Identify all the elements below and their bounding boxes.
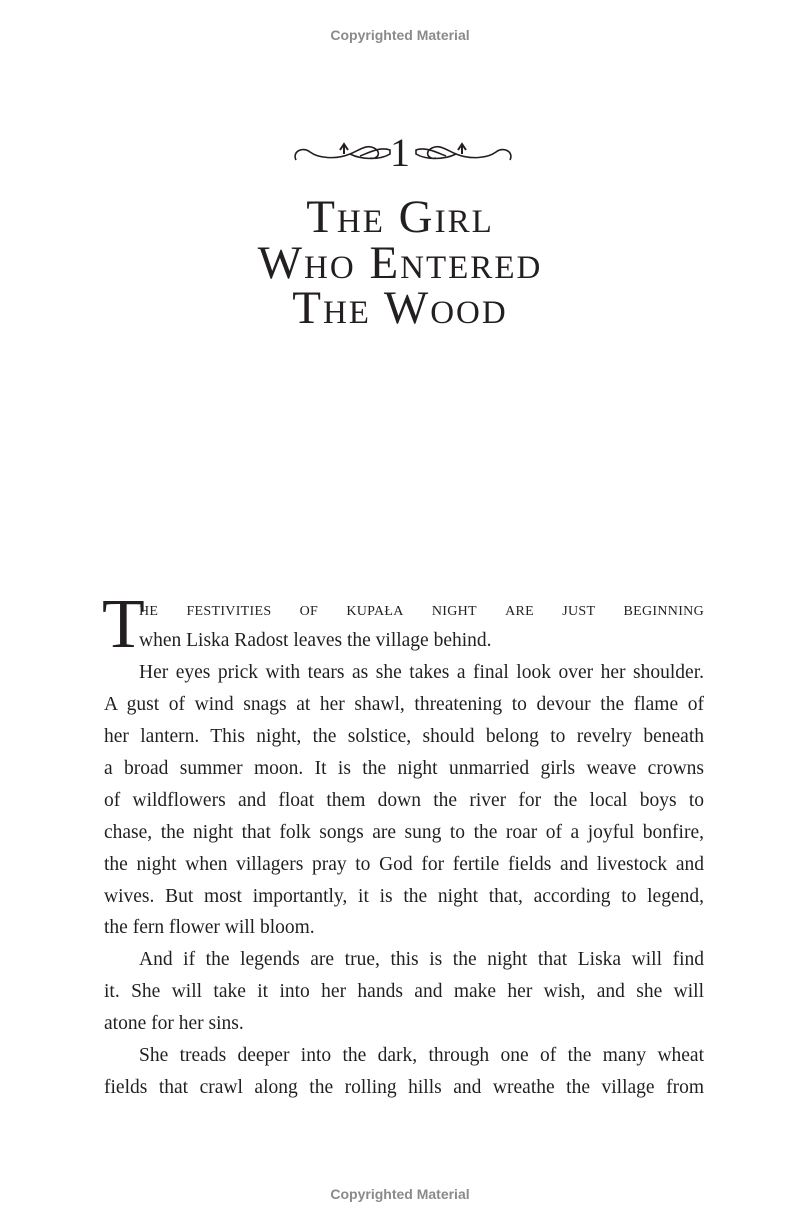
chapter-title-line: The Girl bbox=[306, 191, 494, 243]
chapter-title-line: Who Entered bbox=[257, 237, 543, 289]
body-line: wives. But most importantly, it is the night that, according to legend, bbox=[104, 886, 704, 907]
body-line: of wildflowers and float them down the river for the local boys to bbox=[104, 790, 704, 811]
chapter-title-line: The Wood bbox=[292, 282, 508, 334]
body-line: her lantern. This night, the solstice, should belong to revelry beneath bbox=[104, 726, 704, 747]
body-line: fields that crawl along the rolling hills and wreathe the village from bbox=[104, 1077, 704, 1098]
body-line: when Liska Radost leaves the village behind. bbox=[139, 630, 492, 651]
body-line: the night when villagers pray to God for fertile fields and livestock and bbox=[104, 854, 704, 875]
body-line: A gust of wind snags at her shawl, threatening to devour the flame of bbox=[104, 694, 704, 715]
body-line: a broad summer moon. It is the night unmarried girls weave crowns bbox=[104, 758, 704, 779]
body-line: She treads deeper into the dark, through one of the many wheat bbox=[139, 1045, 704, 1066]
drop-cap: T bbox=[102, 586, 145, 663]
body-line: chase, the night that folk songs are sung to the roar of a joyful bonfire, bbox=[104, 822, 704, 843]
body-line: it. She will take it into her hands and make her wish, and she will bbox=[104, 981, 704, 1002]
body-line: Her eyes prick with tears as she takes a final look over her shoulder. bbox=[139, 662, 704, 683]
copyright-watermark-top: Copyrighted Material bbox=[330, 27, 470, 43]
body-line: the fern flower will bloom. bbox=[104, 917, 315, 938]
chapter-number: 1 bbox=[390, 130, 410, 175]
copyright-watermark-bottom: Copyrighted Material bbox=[330, 1186, 470, 1202]
body-line: And if the legends are true, this is the night that Liska will find bbox=[139, 949, 704, 970]
body-line: atone for her sins. bbox=[104, 1013, 244, 1034]
body-line: he festivities of kupała night are just beginning bbox=[139, 599, 704, 620]
